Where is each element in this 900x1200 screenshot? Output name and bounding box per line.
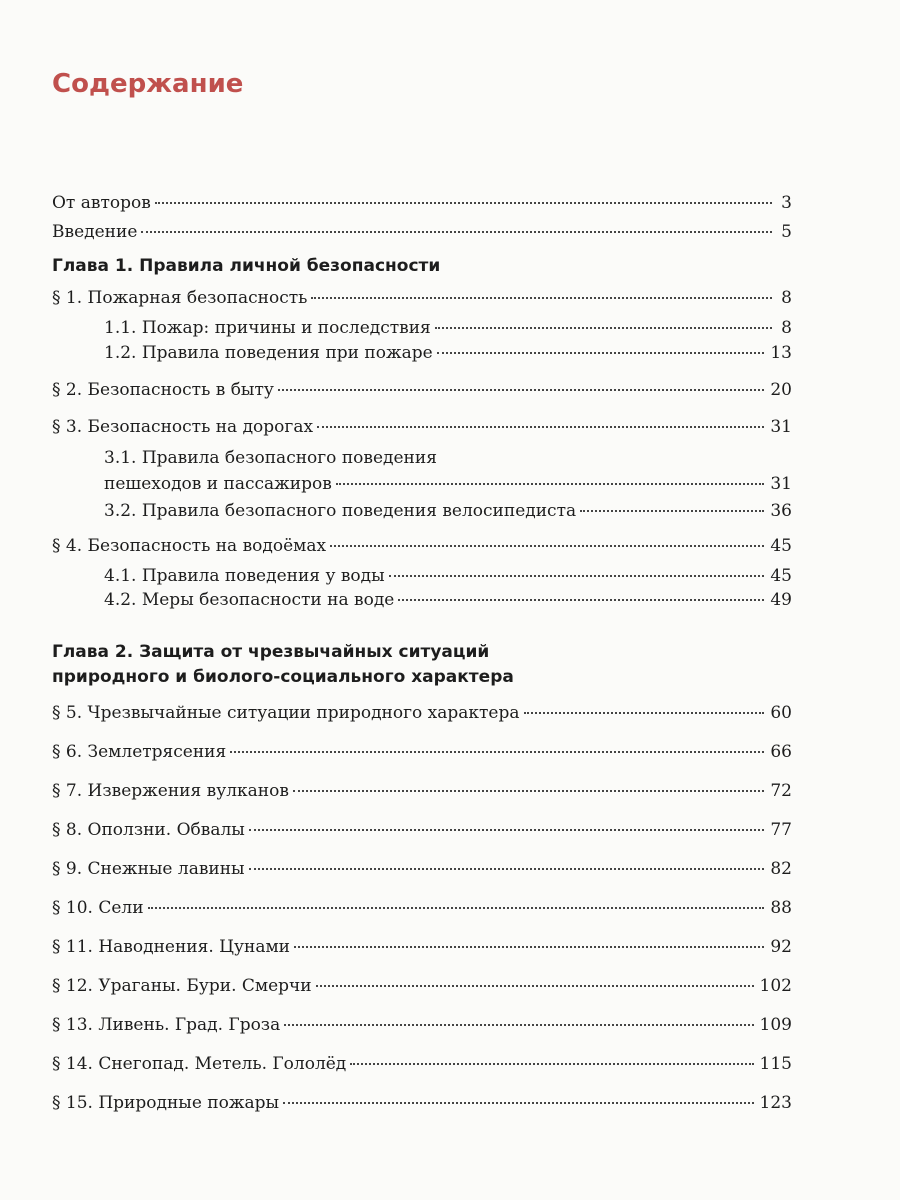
chapter-2-heading-line-2: природного и биолого-социального характера xyxy=(52,667,514,687)
page-title: Содержание xyxy=(52,69,244,99)
leader-dots xyxy=(580,510,764,512)
toc-page-number: 8 xyxy=(781,288,792,308)
toc-entry[interactable] xyxy=(52,741,792,763)
chapter-2-heading[interactable] xyxy=(52,641,792,688)
leader-dots xyxy=(336,483,765,485)
leader-dots xyxy=(330,545,764,547)
toc-page-number: 20 xyxy=(770,380,792,400)
toc-entry[interactable] xyxy=(52,379,792,401)
toc-page-number: 92 xyxy=(770,937,792,957)
toc-entry[interactable] xyxy=(52,702,792,724)
toc-entry-text: 4.1. Правила поведения у воды xyxy=(104,566,385,586)
toc-entry-text: § 9. Снежные лавины xyxy=(52,859,245,879)
toc-entry-text: § 14. Снегопад. Метель. Гололёд xyxy=(52,1054,347,1074)
toc-page-number: 36 xyxy=(770,501,792,521)
toc-entry-text: § 3. Безопасность на дорогах xyxy=(52,417,314,437)
toc-entry-introduction[interactable] xyxy=(52,221,792,243)
toc-entry[interactable] xyxy=(52,975,792,997)
leader-dots xyxy=(249,868,765,870)
toc-entry[interactable] xyxy=(52,897,792,919)
toc-entry-text: § 15. Природные пожары xyxy=(52,1093,280,1113)
toc-entry-text: § 13. Ливень. Град. Гроза xyxy=(52,1015,281,1035)
toc-subentry[interactable] xyxy=(52,500,792,522)
toc-page-number: 88 xyxy=(770,898,792,918)
leader-dots xyxy=(230,751,764,753)
leader-dots xyxy=(155,202,772,204)
leader-dots xyxy=(249,829,765,831)
chapter-1-heading[interactable]: Глава 1. Правила личной безопасности xyxy=(52,256,441,276)
leader-dots xyxy=(283,1102,754,1104)
toc-entry[interactable] xyxy=(52,1014,792,1036)
toc-page-number: 49 xyxy=(770,590,792,610)
leader-dots xyxy=(398,599,764,601)
leader-dots xyxy=(294,946,764,948)
leader-dots xyxy=(278,389,764,391)
toc-subentry[interactable] xyxy=(52,473,792,495)
toc-page-number: 109 xyxy=(759,1015,792,1035)
leader-dots xyxy=(350,1063,753,1065)
toc-entry-text: § 5. Чрезвычайные ситуации природного характера xyxy=(52,703,520,723)
leader-dots xyxy=(524,712,765,714)
toc-subentry[interactable] xyxy=(52,317,792,339)
toc-entry-text: От авторов xyxy=(52,193,151,213)
toc-entry[interactable] xyxy=(52,1092,792,1114)
toc-page-number: 45 xyxy=(770,536,792,556)
leader-dots xyxy=(148,907,765,909)
leader-dots xyxy=(141,231,772,233)
toc-entry-text: § 12. Ураганы. Бури. Смерчи xyxy=(52,976,312,996)
toc-page-number: 82 xyxy=(770,859,792,879)
toc-page-number: 13 xyxy=(770,343,792,363)
toc-entry-text: 1.2. Правила поведения при пожаре xyxy=(104,343,433,363)
toc-entry-text: 3.2. Правила безопасного поведения велосипедиста xyxy=(104,501,577,521)
leader-dots xyxy=(437,352,765,354)
toc-subentry[interactable] xyxy=(52,565,792,587)
toc-entry[interactable] xyxy=(52,287,792,309)
leader-dots xyxy=(311,297,772,299)
leader-dots xyxy=(317,426,764,428)
toc-entry-from-authors[interactable] xyxy=(52,192,792,214)
toc-page-number: 77 xyxy=(770,820,792,840)
toc-page-number: 5 xyxy=(781,222,792,242)
toc-page-number: 72 xyxy=(770,781,792,801)
toc-entry[interactable] xyxy=(52,416,792,438)
toc-page-number: 60 xyxy=(770,703,792,723)
toc-entry-text: пешеходов и пассажиров xyxy=(104,474,332,494)
chapter-2-heading-line-1: Глава 2. Защита от чрезвычайных ситуаций xyxy=(52,642,490,662)
leader-dots xyxy=(389,575,765,577)
toc-entry-text: § 8. Оползни. Обвалы xyxy=(52,820,245,840)
toc-page-number: 3 xyxy=(781,193,792,213)
toc-entry-text: § 10. Сели xyxy=(52,898,144,918)
toc-entry[interactable] xyxy=(52,858,792,880)
toc-subentry[interactable] xyxy=(52,342,792,364)
table-of-contents xyxy=(52,64,792,1114)
toc-entry[interactable] xyxy=(52,535,792,557)
toc-page-number: 66 xyxy=(770,742,792,762)
toc-entry[interactable] xyxy=(52,780,792,802)
toc-page-number: 8 xyxy=(781,318,792,338)
toc-entry-text: Введение xyxy=(52,222,138,242)
toc-subentry-line[interactable]: 3.1. Правила безопасного поведения xyxy=(104,448,437,468)
toc-page-number: 45 xyxy=(770,566,792,586)
leader-dots xyxy=(284,1024,753,1026)
toc-page-number: 31 xyxy=(770,417,792,437)
toc-page-number: 123 xyxy=(759,1093,792,1113)
toc-entry[interactable] xyxy=(52,936,792,958)
leader-dots xyxy=(293,790,764,792)
toc-entry-text: § 7. Извержения вулканов xyxy=(52,781,289,801)
toc-page-number: 115 xyxy=(759,1054,792,1074)
toc-entry-text: § 1. Пожарная безопасность xyxy=(52,288,308,308)
toc-page-number: 102 xyxy=(759,976,792,996)
toc-entry[interactable] xyxy=(52,1053,792,1075)
toc-entry[interactable] xyxy=(52,819,792,841)
chapter-2-entries xyxy=(52,702,792,1114)
leader-dots xyxy=(316,985,754,987)
toc-entry-text: § 2. Безопасность в быту xyxy=(52,380,274,400)
toc-entry-text: 4.2. Меры безопасности на воде xyxy=(104,590,395,610)
leader-dots xyxy=(435,327,772,329)
toc-subentry[interactable] xyxy=(52,589,792,611)
toc-page-number: 31 xyxy=(770,474,792,494)
toc-entry-text: § 11. Наводнения. Цунами xyxy=(52,937,291,957)
toc-entry-text: 1.1. Пожар: причины и последствия xyxy=(104,318,431,338)
toc-entry-text: § 6. Землетрясения xyxy=(52,742,227,762)
toc-entry-text: § 4. Безопасность на водоёмах xyxy=(52,536,327,556)
